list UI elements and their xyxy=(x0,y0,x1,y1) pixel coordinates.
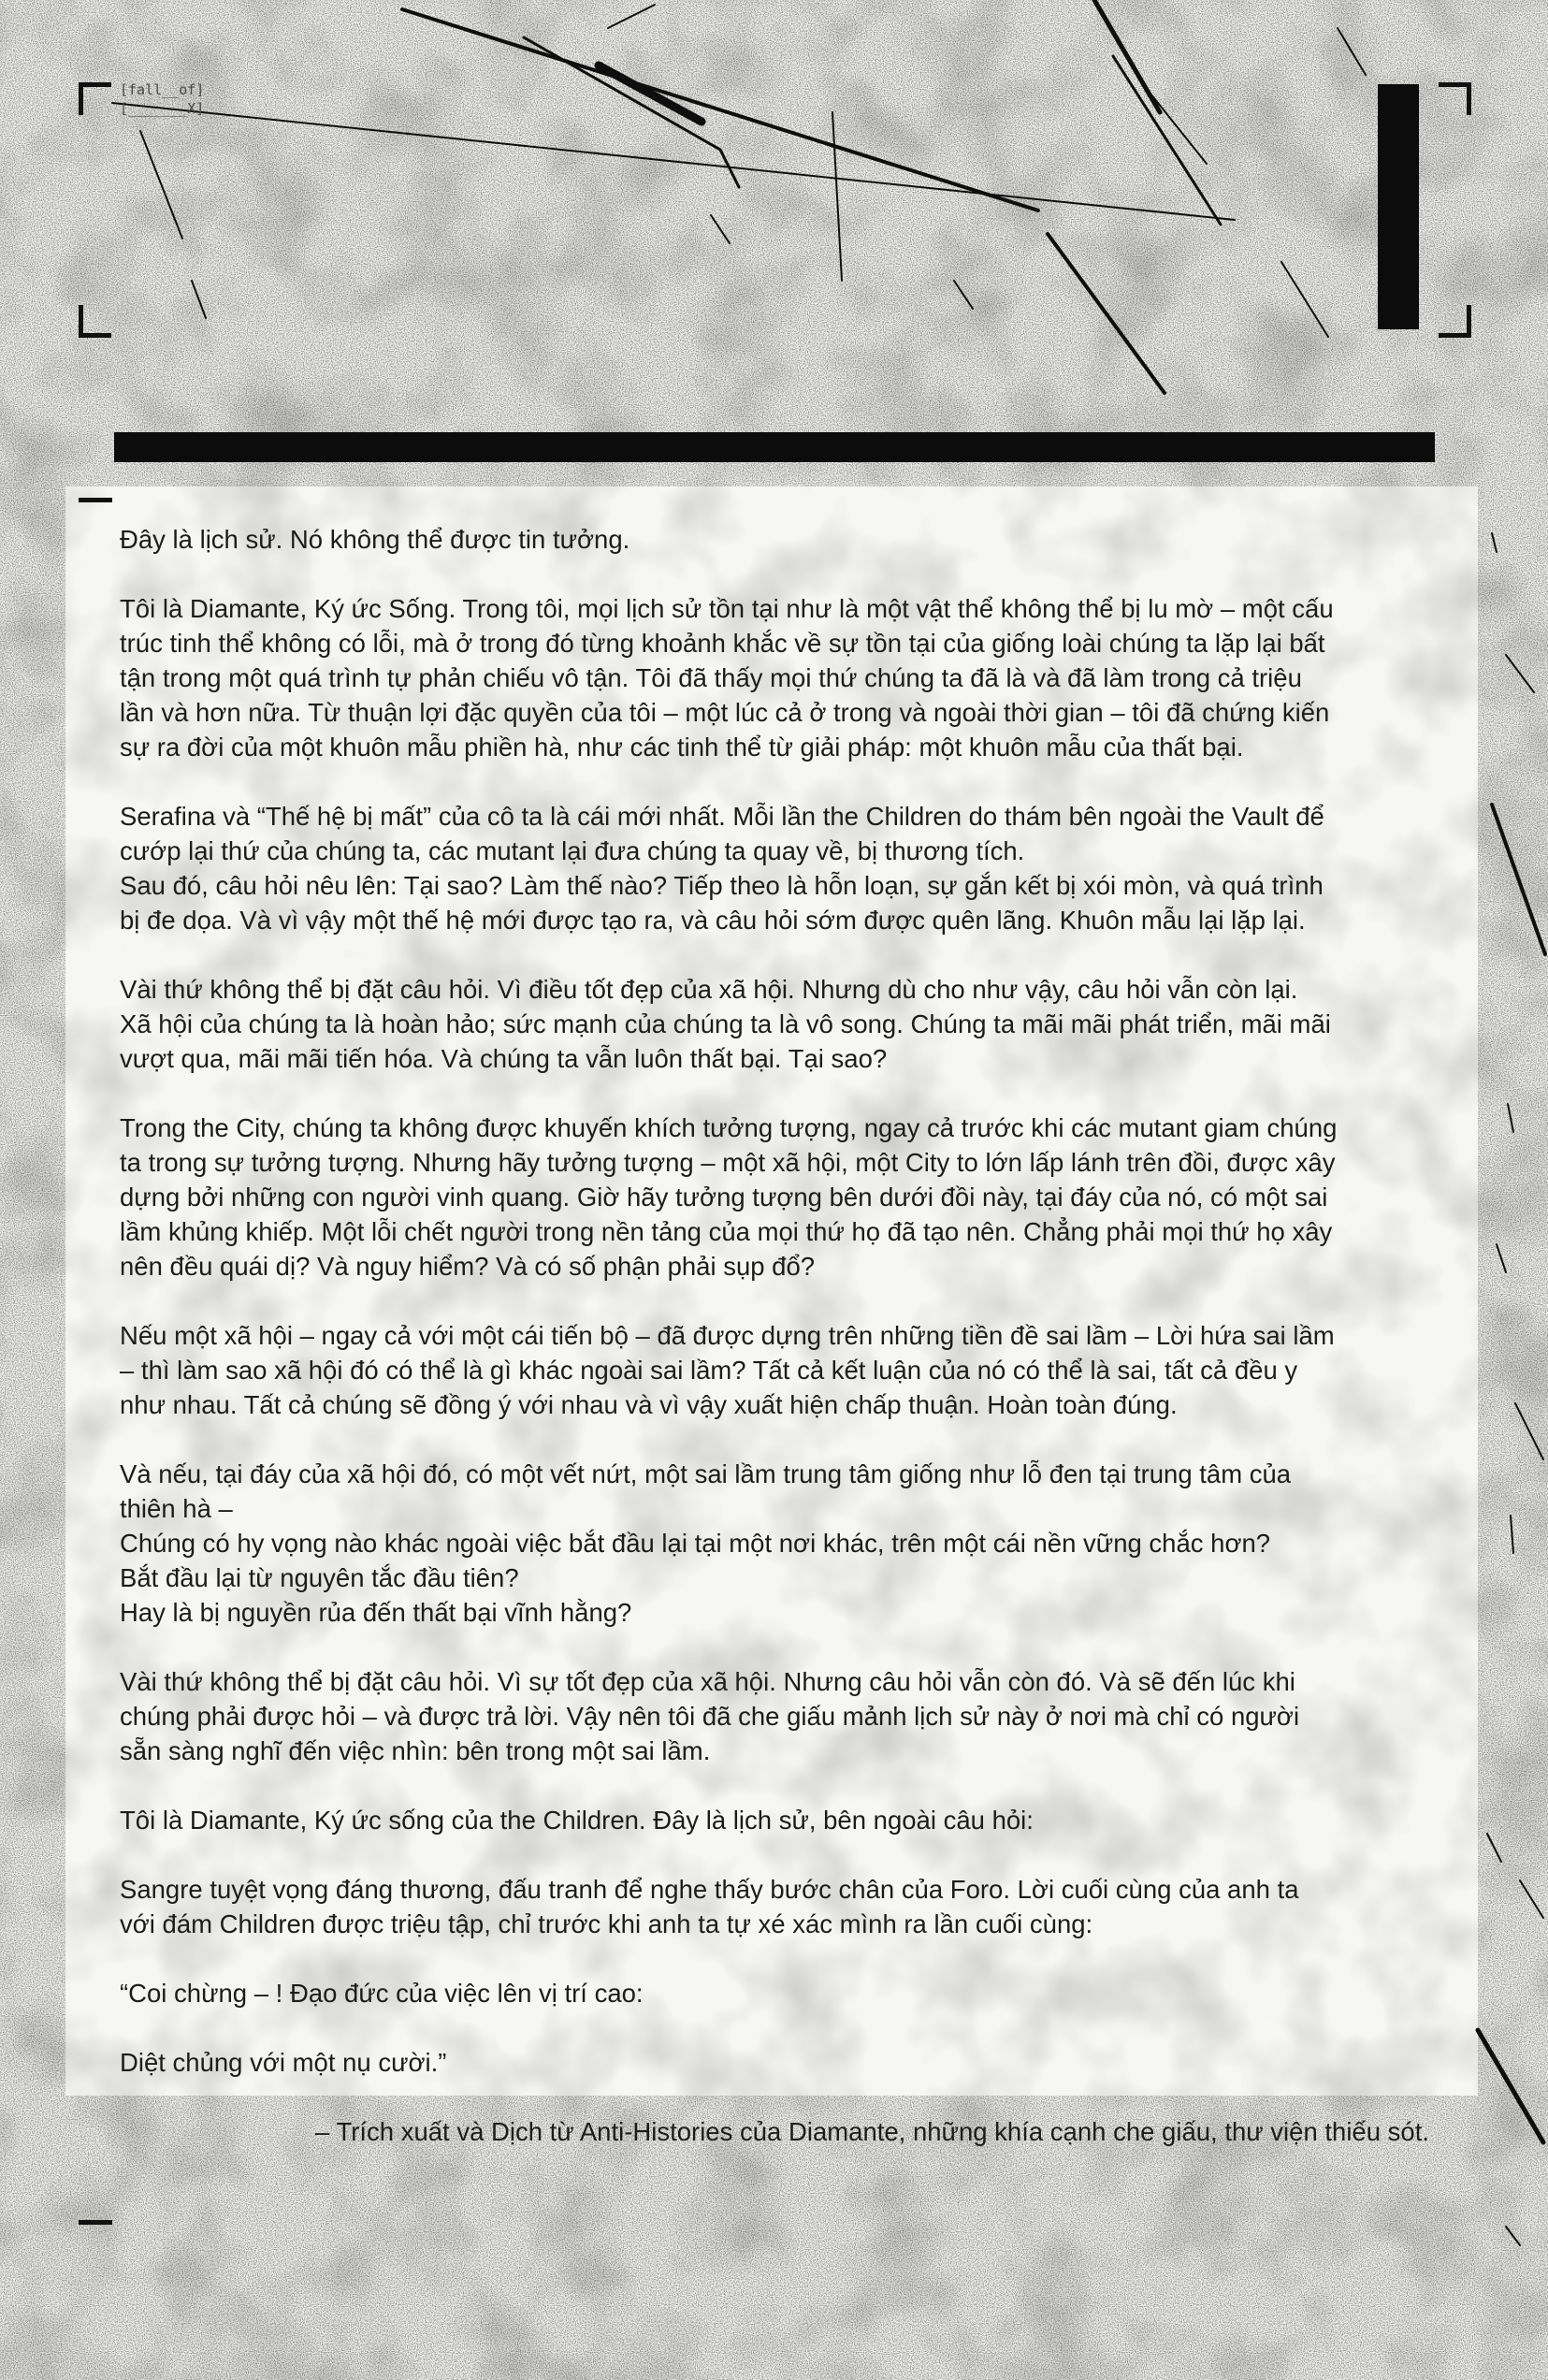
text-line: thiên hà – xyxy=(120,1494,233,1523)
paragraph xyxy=(120,591,1429,764)
text-line: ta trong sự tưởng tượng. Nhưng hãy tưởng tượng – một xã hội, một City to lớn lấp lánh trên đồi, được xây xyxy=(120,1148,1336,1177)
text-line: Sau đó, câu hỏi nêu lên: Tại sao? Làm thế nào? Tiếp theo là hỗn loạn, sự gắn kết bị xói mòn, và quá trình xyxy=(120,871,1324,900)
signature xyxy=(120,2114,1429,2149)
text-line: vượt qua, mãi mãi tiến hóa. Và chúng ta vẫn luôn thất bại. Tại sao? xyxy=(120,1044,888,1073)
text-line: với đám Children được triệu tập, chỉ trước khi anh ta tự xé xác mình ra lần cuối cùng: xyxy=(120,1909,1093,1938)
text-line: bị đe dọa. Và vì vậy một thế hệ mới được tạo ra, và câu hỏi sớm được quên lãng. Khuôn mẫu lại lặp lại. xyxy=(120,906,1306,935)
text-line: Chúng có hy vọng nào khác ngoài việc bắt đầu lại tại một nơi khác, trên một cái nền vững chắc hơn? xyxy=(120,1529,1271,1558)
paragraph xyxy=(120,1976,1429,2010)
text-line: lần và hơn nữa. Từ thuận lợi đặc quyền của tôi – một lúc cả ở trong và ngoài thời gian – tôi đã chứng kiến xyxy=(120,698,1330,727)
frame-corner-bottom-right xyxy=(1439,305,1471,338)
text-line: Đây là lịch sử. Nó không thể được tin tưởng. xyxy=(120,525,630,554)
text-line: dựng bởi những con người vinh quang. Giờ hãy tưởng tượng bên dưới đồi này, tại đáy của nó, có một sai xyxy=(120,1183,1328,1212)
frame-corner-bottom-left xyxy=(79,305,111,338)
paragraph xyxy=(120,799,1429,937)
text-line: Xã hội của chúng ta là hoàn hảo; sức mạnh của chúng ta là vô song. Chúng ta mãi mãi phát triển, mãi mãi xyxy=(120,1009,1331,1038)
text-line: Hay là bị nguyền rủa đến thất bại vĩnh hằng? xyxy=(120,1598,632,1627)
text-line: trúc tinh thể không có lỗi, mà ở trong đó từng khoảnh khắc về sự tồn tại của giống loài chúng ta lặp lại bất xyxy=(120,629,1325,658)
text-line: Vài thứ không thể bị đặt câu hỏi. Vì sự tốt đẹp của xã hội. Nhưng câu hỏi vẫn còn đó. Và sẽ đến lúc khi xyxy=(120,1667,1295,1696)
text-line: Vài thứ không thể bị đặt câu hỏi. Vì điều tốt đẹp của xã hội. Nhưng dù cho như vậy, câu hỏi vẫn còn lại. xyxy=(120,975,1298,1004)
text-line: sẵn sàng nghĩ đến việc nhìn: bên trong một sai lầm. xyxy=(120,1736,711,1765)
text-line: lầm khủng khiếp. Một lỗi chết người trong nền tảng của mọi thứ họ đã tạo nên. Chẳng phải mọi thứ họ xây xyxy=(120,1217,1333,1246)
paragraph xyxy=(120,972,1429,1076)
signature-text: – Trích xuất và Dịch từ Anti-Histories của Diamante, những khía cạnh che giấu, thư viện thiếu sót. xyxy=(315,2117,1429,2146)
text-line: Sangre tuyệt vọng đáng thương, đấu tranh để nghe thấy bước chân của Foro. Lời cuối cùng của anh ta xyxy=(120,1875,1299,1904)
paragraph xyxy=(120,1318,1429,1422)
paragraph xyxy=(120,1457,1429,1630)
horizontal-black-bar xyxy=(114,432,1435,462)
header-tag xyxy=(120,80,204,118)
paragraph xyxy=(120,1664,1429,1768)
paragraph xyxy=(120,1803,1429,1837)
header-tag-line-2: [_______X] xyxy=(120,100,205,117)
text-line: tận trong một quá trình tự phản chiếu vô tận. Tôi đã thấy mọi thứ chúng ta đã là và đã làm trong cả triệu xyxy=(120,663,1302,692)
margin-dash-top xyxy=(79,498,112,502)
text-line: Serafina và “Thế hệ bị mất” của cô ta là cái mới nhất. Mỗi lần the Children do thám bên ngoài the Vault để xyxy=(120,802,1324,831)
text-line: Nếu một xã hội – ngay cả với một cái tiến bộ – đã được dựng trên những tiền đề sai lầm – Lời hứa sai lầm xyxy=(120,1321,1335,1350)
text-line: “Coi chừng – ! Đạo đức của việc lên vị trí cao: xyxy=(120,1979,644,2008)
paragraph xyxy=(120,1872,1429,1941)
paragraph xyxy=(120,1110,1429,1284)
text-line: Tôi là Diamante, Ký ức sống của the Children. Đây là lịch sử, bên ngoài câu hỏi: xyxy=(120,1806,1034,1835)
body-text xyxy=(120,522,1429,2184)
text-line: Tôi là Diamante, Ký ức Sống. Trong tôi, mọi lịch sử tồn tại như là một vật thể không thể bị lu mờ – một cấu xyxy=(120,594,1334,623)
vertical-black-bar xyxy=(1378,84,1419,329)
text-line: sự ra đời của một khuôn mẫu phiền hà, như các tinh thể từ giải pháp: một khuôn mẫu của thất bại. xyxy=(120,733,1244,762)
text-line: Diệt chủng với một nụ cười.” xyxy=(120,2048,447,2077)
text-line: cướp lại thứ của chúng ta, các mutant lại đưa chúng ta quay về, bị thương tích. xyxy=(120,836,1025,865)
frame-corner-top-right xyxy=(1439,82,1471,115)
frame-corner-top-left xyxy=(79,82,111,115)
margin-dash-bottom xyxy=(79,2220,112,2225)
paragraph xyxy=(120,522,1429,557)
text-line: Và nếu, tại đáy của xã hội đó, có một vết nứt, một sai lầm trung tâm giống như lỗ đen tại trung tâm của xyxy=(120,1459,1292,1488)
text-line: như nhau. Tất cả chúng sẽ đồng ý với nhau và vì vậy xuất hiện chấp thuận. Hoàn toàn đúng. xyxy=(120,1390,1178,1419)
paragraph xyxy=(120,2045,1429,2080)
text-line: nên đều quái dị? Và nguy hiểm? Và có số phận phải sụp đổ? xyxy=(120,1252,816,1281)
text-line: – thì làm sao xã hội đó có thể là gì khác ngoài sai lầm? Tất cả kết luận của nó có thể là sai, tất cả đều y xyxy=(120,1356,1298,1385)
text-line: Bắt đầu lại từ nguyên tắc đầu tiên? xyxy=(120,1563,519,1592)
header-tag-line-1: [fall__of] xyxy=(120,81,205,98)
text-line: chúng phải được hỏi – và được trả lời. Vậy nên tôi đã che giấu mảnh lịch sử này ở nơi mà chỉ có người xyxy=(120,1702,1300,1731)
text-line: Trong the City, chúng ta không được khuyến khích tưởng tượng, ngay cả trước khi các mutant giam chúng xyxy=(120,1113,1338,1142)
